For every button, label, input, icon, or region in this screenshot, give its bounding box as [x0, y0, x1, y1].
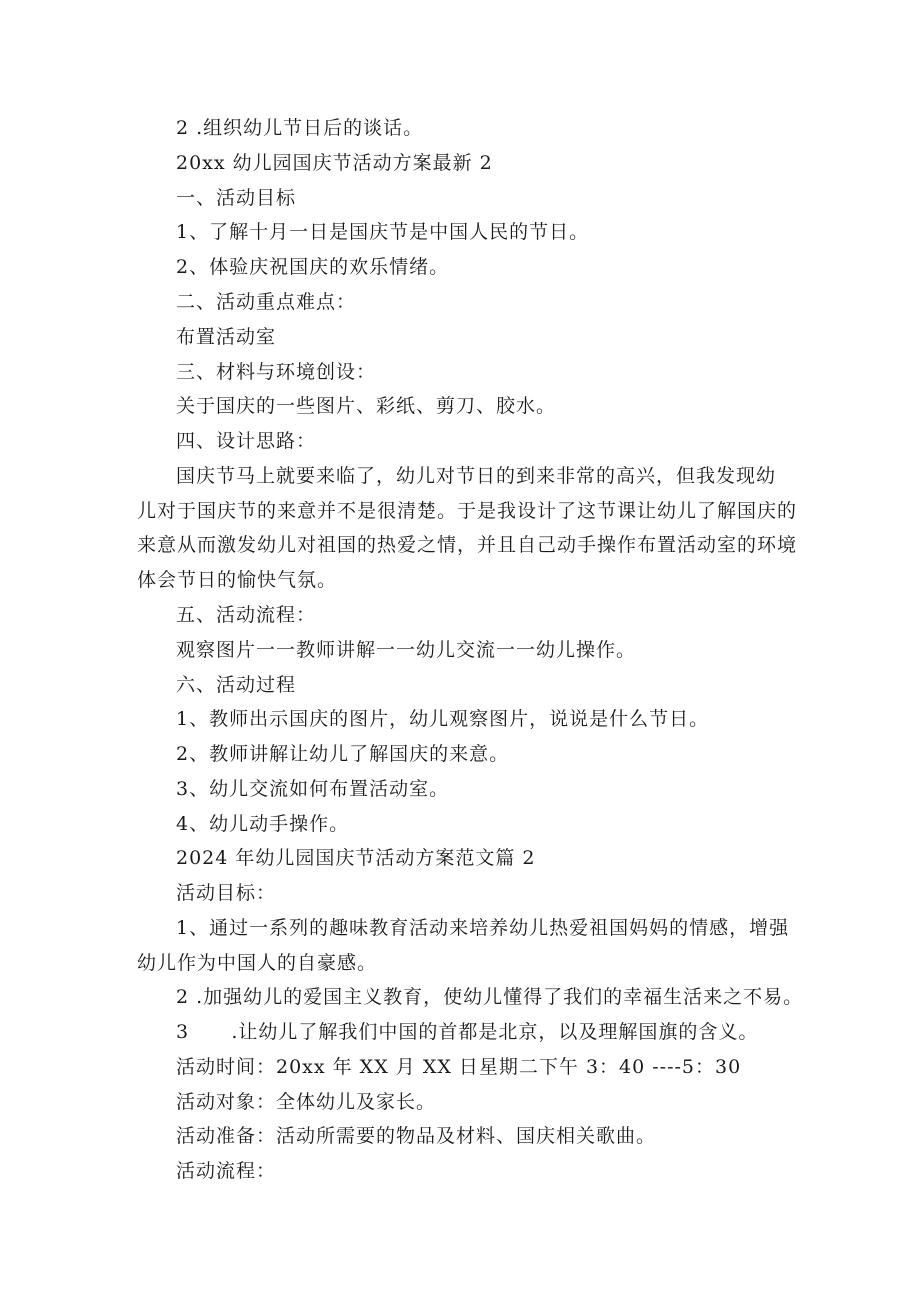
activity-audience: 活动对象：全体幼儿及家长。	[176, 1091, 437, 1113]
goal-item-2: 2、体验庆祝国庆的欢乐情绪。	[176, 256, 450, 278]
heading-activity-goal-2: 活动目标：	[176, 882, 277, 904]
key-points-text: 布置活动室	[176, 326, 277, 348]
heading-process: 六、活动过程	[176, 674, 297, 696]
goal2-item-1-line-2: 幼儿作为中国人的自豪感。	[137, 952, 378, 974]
design-paragraph-line-4: 体会节日的愉快气氛。	[137, 569, 338, 591]
list-item-talk: 2 .组织幼儿节日后的谈话。	[176, 117, 424, 139]
activity-time: 活动时间：20xx 年 XX 月 XX 日星期二下午 3：40 ----5：30	[176, 1056, 742, 1078]
activity-preparation: 活动准备：活动所需要的物品及材料、国庆相关歌曲。	[176, 1125, 657, 1147]
heading-key-points: 二、活动重点难点：	[176, 291, 357, 313]
process-item-1: 1、教师出示国庆的图片，幼儿观察图片，说说是什么节日。	[176, 708, 710, 730]
goal2-item-3: 3 .让幼儿了解我们中国的首都是北京，以及理解国旗的含义。	[176, 1021, 759, 1043]
heading-materials: 三、材料与环境创设：	[176, 361, 377, 383]
flow-text: 观察图片一一教师讲解一一幼儿交流一一幼儿操作。	[176, 639, 637, 661]
goal-item-1: 1、了解十月一日是国庆节是中国人民的节日。	[176, 221, 590, 243]
design-paragraph-line-2: 儿对于国庆节的来意并不是很清楚。于是我设计了这节课让幼儿了解国庆的	[137, 500, 798, 522]
heading-activity-goal: 一、活动目标	[176, 187, 297, 209]
process-item-4: 4、幼儿动手操作。	[176, 813, 350, 835]
materials-text: 关于国庆的一些图片、彩纸、剪刀、胶水。	[176, 395, 557, 417]
heading-design: 四、设计思路：	[176, 430, 317, 452]
heading-flow: 五、活动流程：	[176, 604, 317, 626]
goal2-item-1-line-1: 1、通过一系列的趣味教育活动来培养幼儿热爱祖国妈妈的情感，增强	[176, 917, 790, 939]
heading-activity-flow: 活动流程：	[176, 1160, 277, 1182]
design-paragraph-line-3: 来意从而激发幼儿对祖国的热爱之情，并且自己动手操作布置活动室的环境	[137, 534, 798, 556]
process-item-2: 2、教师讲解让幼儿了解国庆的来意。	[176, 743, 510, 765]
design-paragraph-line-1: 国庆节马上就要来临了，幼儿对节日的到来非常的高兴，但我发现幼	[176, 465, 777, 487]
section-title-plan-2: 20xx 幼儿园国庆节活动方案最新 2	[176, 152, 493, 174]
process-item-3: 3、幼儿交流如何布置活动室。	[176, 778, 450, 800]
section-title-2024: 2024 年幼儿园国庆节活动方案范文篇 2	[176, 847, 536, 869]
goal2-item-2: 2 .加强幼儿的爱国主义教育，使幼儿懂得了我们的幸福生活来之不易。	[176, 986, 804, 1008]
